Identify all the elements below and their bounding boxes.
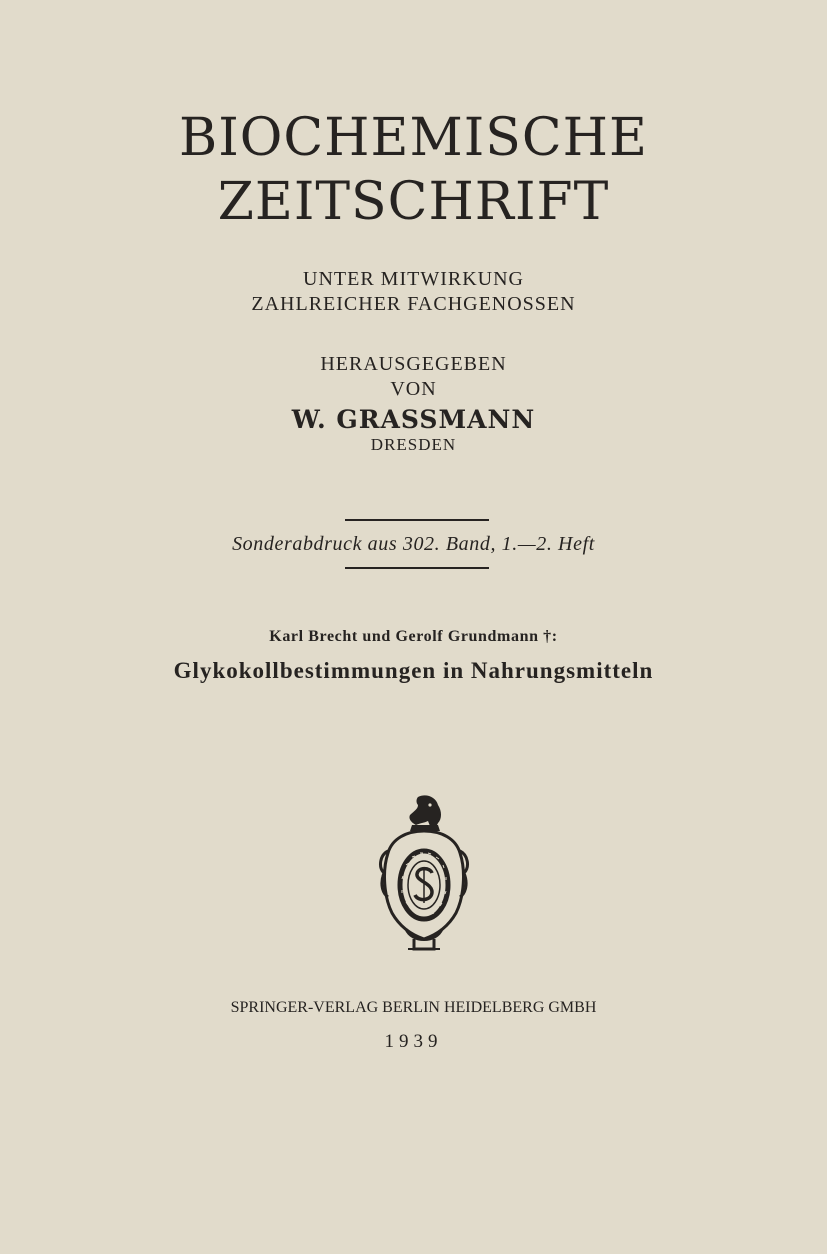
journal-title-line-2: ZEITSCHRIFT	[217, 172, 610, 232]
article-authors: Karl Brecht und Gerolf Grundmann †:	[269, 628, 558, 645]
article-title: Glykokollbestimmungen in Nahrungsmitteln	[173, 658, 654, 683]
editor-city: DRESDEN	[370, 435, 457, 454]
springer-knight-emblem-icon	[378, 793, 470, 953]
contributors-line-2: ZAHLREICHER FACHGENOSSEN	[251, 293, 576, 315]
publisher-name: SPRINGER-VERLAG BERLIN HEIDELBERG GMBH	[230, 999, 597, 1016]
offprint-notice: Sonderabdruck aus 302. Band, 1.—2. Heft	[232, 533, 595, 555]
contributors-line-1: UNTER MITWIRKUNG	[303, 268, 524, 290]
publication-year: 1939	[384, 1031, 443, 1052]
divider-top	[345, 519, 489, 521]
edited-by-line-2: VON	[390, 378, 437, 400]
divider-bottom	[345, 567, 489, 569]
editor-name: W. GRASSMANN	[291, 405, 536, 434]
journal-title-line-1: BIOCHEMISCHE	[179, 108, 648, 168]
edited-by-line-1: HERAUSGEGEBEN	[320, 353, 507, 375]
